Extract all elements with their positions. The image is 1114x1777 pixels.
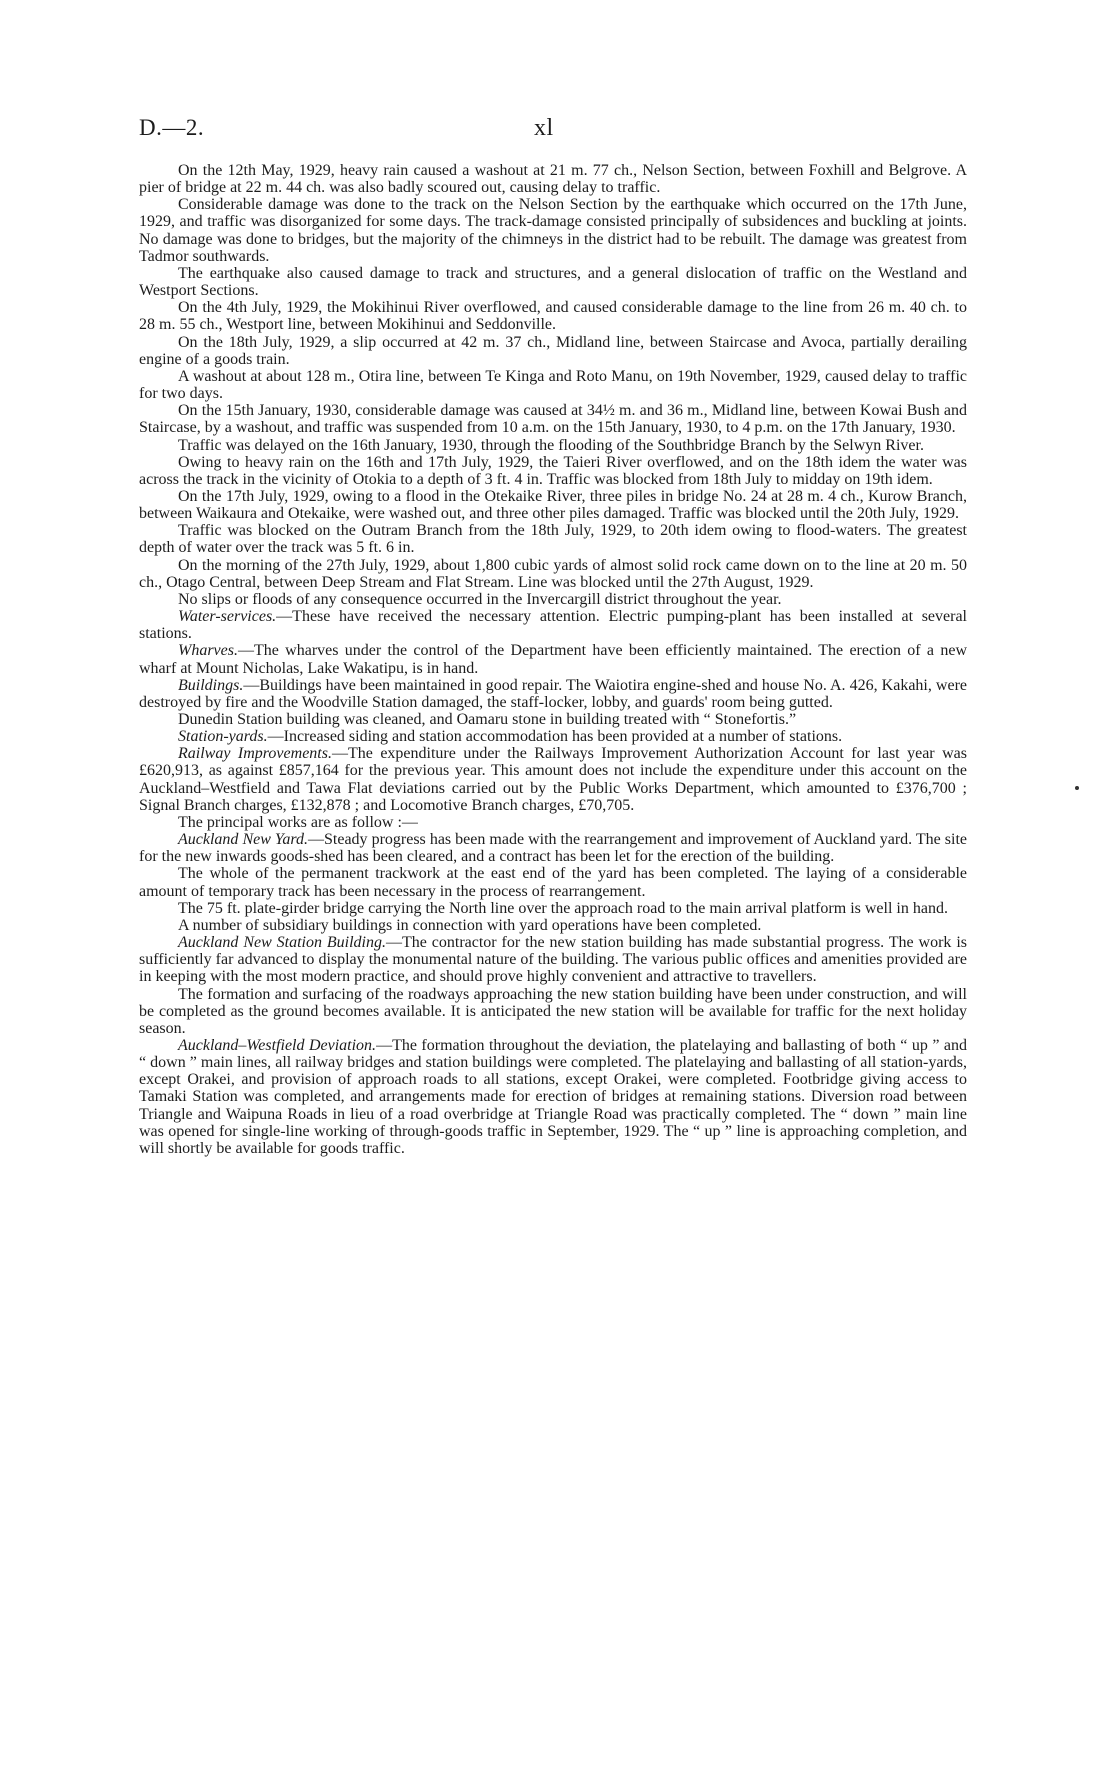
paragraph bbox=[139, 488, 967, 522]
paragraph bbox=[139, 745, 967, 814]
paragraph-text: —Buildings have been maintained in good repair. The Waiotira engine-shed and house No. A. 426, Kakahi, were destroyed by fire and the Woodville Station damaged, the staff-locker, lobby, and guards' room being gutted. bbox=[139, 676, 967, 711]
paragraph bbox=[139, 608, 967, 642]
paragraph-text: The formation and surfacing of the roadways approaching the new station building have been under construction, and will be completed as the ground becomes available. It is anticipated the new station will be available for traffic for the next holiday season. bbox=[139, 985, 967, 1037]
paragraph-text: Traffic was delayed on the 16th January, 1930, through the flooding of the Southbridge Branch by the Selwyn River. bbox=[178, 436, 924, 454]
paragraph bbox=[139, 1037, 967, 1157]
paragraph bbox=[139, 334, 967, 368]
paragraph-heading: Wharves. bbox=[178, 642, 238, 660]
paragraph bbox=[139, 454, 967, 488]
page-header bbox=[139, 115, 967, 149]
paragraph-heading: Station-yards. bbox=[178, 728, 268, 746]
paragraph-text: On the 12th May, 1929, heavy rain caused a washout at 21 m. 77 ch., Nelson Section, between Foxhill and Belgrove. A pier of bridge at 22 m. 44 ch. was also badly scoured out, causing delay to traffic. bbox=[139, 162, 967, 197]
paragraph bbox=[139, 900, 967, 917]
paragraph-text: On the morning of the 27th July, 1929, about 1,800 cubic yards of almost solid rock came down on to the line at 20 m. 50 ch., Otago Central, between Deep Stream and Flat Stream. Line was blocked until the 27th August, 1929. bbox=[139, 556, 967, 591]
paragraph-text: The principal works are as follow :— bbox=[178, 813, 418, 831]
paragraph bbox=[139, 677, 967, 711]
paragraph bbox=[139, 917, 967, 934]
paragraph-text: On the 17th July, 1929, owing to a flood in the Otekaike River, three piles in bridge No. 24 at 28 m. 4 ch., Kurow Branch, between Waikaura and Otekaike, were washed out, and three other piles damaged. Traffic was blocked until the 20th July, 1929. bbox=[139, 487, 967, 523]
paragraph-text: No slips or floods of any consequence occurred in the Invercargill district throughout the year. bbox=[178, 590, 782, 608]
paragraph-heading: Auckland–Westfield Deviation. bbox=[178, 1036, 377, 1054]
paragraph bbox=[139, 299, 967, 333]
paragraph bbox=[139, 814, 967, 831]
body-text bbox=[139, 162, 967, 1157]
paragraph-text: —The wharves under the control of the Department have been efficiently maintained. The erection of a new wharf at Mount Nicholas, Lake Wakatipu, is in hand. bbox=[139, 642, 967, 677]
paragraph bbox=[139, 934, 967, 985]
document-reference: D.—2. bbox=[139, 115, 205, 140]
paragraph-text: —The formation throughout the deviation, the platelaying and ballasting of both “ up ” and “ down ” main lines, all railway bridges and station buildings were completed. The platelaying and ballasting of all station-yards, except Orakei, and provision of approach roads to all stations, except Orakei, were completed. Footbridge giving access to Tamaki Station was completed, and arrangements made for erection of bridges at remaining stations. Diversion road between Triangle and Waipuna Roads in lieu of a road overbridge at Triangle Road was practically completed. The “ down ” main line was opened for single-line working of through-goods traffic in September, 1929. The “ up ” line is approaching completion, and will shortly be available for goods traffic. bbox=[139, 1036, 967, 1157]
paragraph-text: On the 15th January, 1930, considerable damage was caused at 34½ m. and 36 m., Midland line, between Kowai Bush and Staircase, by a washout, and traffic was suspended from 10 a.m. on the 15th January, 1930, to 4 p.m. on the 17th January, 1930. bbox=[139, 402, 967, 437]
paragraph-text: On the 4th July, 1929, the Mokihinui River overflowed, and caused considerable damage to the line from 26 m. 40 ch. to 28 m. 55 ch., Westport line, between Mokihinui and Seddonville. bbox=[139, 299, 967, 334]
paragraph-text: A number of subsidiary buildings in connection with yard operations have been completed. bbox=[178, 916, 762, 934]
paragraph bbox=[139, 162, 967, 196]
paragraph bbox=[139, 265, 967, 299]
paragraph-text: The whole of the permanent trackwork at the east end of the yard has been completed. The laying of a considerable amount of temporary track has been necessary in the process of rearrangement. bbox=[139, 865, 967, 900]
paragraph bbox=[139, 831, 967, 865]
paragraph bbox=[139, 986, 967, 1037]
paragraph-text: Dunedin Station building was cleaned, and Oamaru stone in building treated with “ Stonefortis.” bbox=[178, 711, 797, 728]
paragraph-heading: Railway Improvements. bbox=[178, 745, 332, 763]
scan-speck bbox=[1075, 786, 1079, 790]
paragraph-heading: Buildings. bbox=[178, 676, 244, 694]
paragraph bbox=[139, 402, 967, 436]
paragraph-text: The 75 ft. plate-girder bridge carrying the North line over the approach road to the main arrival platform is well in hand. bbox=[178, 899, 948, 917]
paragraph bbox=[139, 196, 967, 265]
paragraph-text: —The expenditure under the Railways Improvement Authorization Account for last year was £620,913, as against £857,164 for the previous year. This amount does not include the expenditure under this account on the Auckland–Westfield and Tawa Flat deviations carried out by the Public Works Department, which amounted to £376,700 ; Signal Branch charges, £132,878 ; and Locomotive Branch charges, £70,705. bbox=[139, 745, 967, 814]
paragraph bbox=[139, 865, 967, 899]
paragraph bbox=[139, 437, 967, 454]
paragraph-text: Owing to heavy rain on the 16th and 17th July, 1929, the Taieri River overflowed, and on the 18th idem the water was across the track in the vicinity of Otokia to a depth of 3 ft. 4 in. Traffic was blocked from 18th July to midday on 19th idem. bbox=[139, 453, 967, 488]
paragraph-text: On the 18th July, 1929, a slip occurred at 42 m. 37 ch., Midland line, between Staircase and Avoca, partially derailing engine of a goods train. bbox=[139, 333, 967, 368]
paragraph bbox=[139, 642, 967, 676]
paragraph-text: Traffic was blocked on the Outram Branch from the 18th July, 1929, to 20th idem owing to flood-waters. The greatest depth of water over the track was 5 ft. 6 in. bbox=[139, 522, 967, 557]
paragraph-heading: Auckland New Yard. bbox=[178, 831, 308, 849]
paragraph-text: Considerable damage was done to the track on the Nelson Section by the earthquake which occurred on the 17th June, 1929, and traffic was disorganized for some days. The track-damage consisted principally of subsidences and buckling at joints. No damage was done to bridges, but the majority of the chimneys in the district had to be rebuilt. The damage was greatest from Tadmor southwards. bbox=[139, 196, 967, 265]
paragraph-text: —Steady progress has been made with the rearrangement and improvement of Auckland yard. The site for the new inwards goods-shed has been cleared, and a contract has been let for the erection of the building. bbox=[139, 831, 968, 866]
paragraph-text: The earthquake also caused damage to track and structures, and a general dislocation of traffic on the Westland and Westport Sections. bbox=[139, 264, 967, 300]
paragraph-heading: Water-services. bbox=[178, 608, 277, 626]
paragraph bbox=[139, 728, 967, 745]
paragraph-text: A washout at about 128 m., Otira line, between Te Kinga and Roto Manu, on 19th November, 1929, caused delay to traffic for two days. bbox=[139, 367, 967, 403]
paragraph bbox=[139, 368, 967, 402]
paragraph bbox=[139, 557, 967, 591]
paragraph bbox=[139, 522, 967, 556]
paragraph-text: —The contractor for the new station building has made substantial progress. The work is sufficiently far advanced to display the monumental nature of the building. The various public offices and amenities provided are in keeping with the most modern practice, and should prove highly convenient and attractive to travellers. bbox=[139, 934, 967, 986]
paragraph-text: —Increased siding and station accommodation has been provided at a number of stations. bbox=[267, 728, 843, 746]
paragraph bbox=[139, 711, 967, 728]
page-number: xl bbox=[534, 115, 554, 141]
paragraph-heading: Auckland New Station Building. bbox=[178, 934, 386, 952]
paragraph-text: —These have received the necessary attention. Electric pumping-plant has been installed at several stations. bbox=[139, 608, 967, 643]
paragraph bbox=[139, 591, 967, 608]
